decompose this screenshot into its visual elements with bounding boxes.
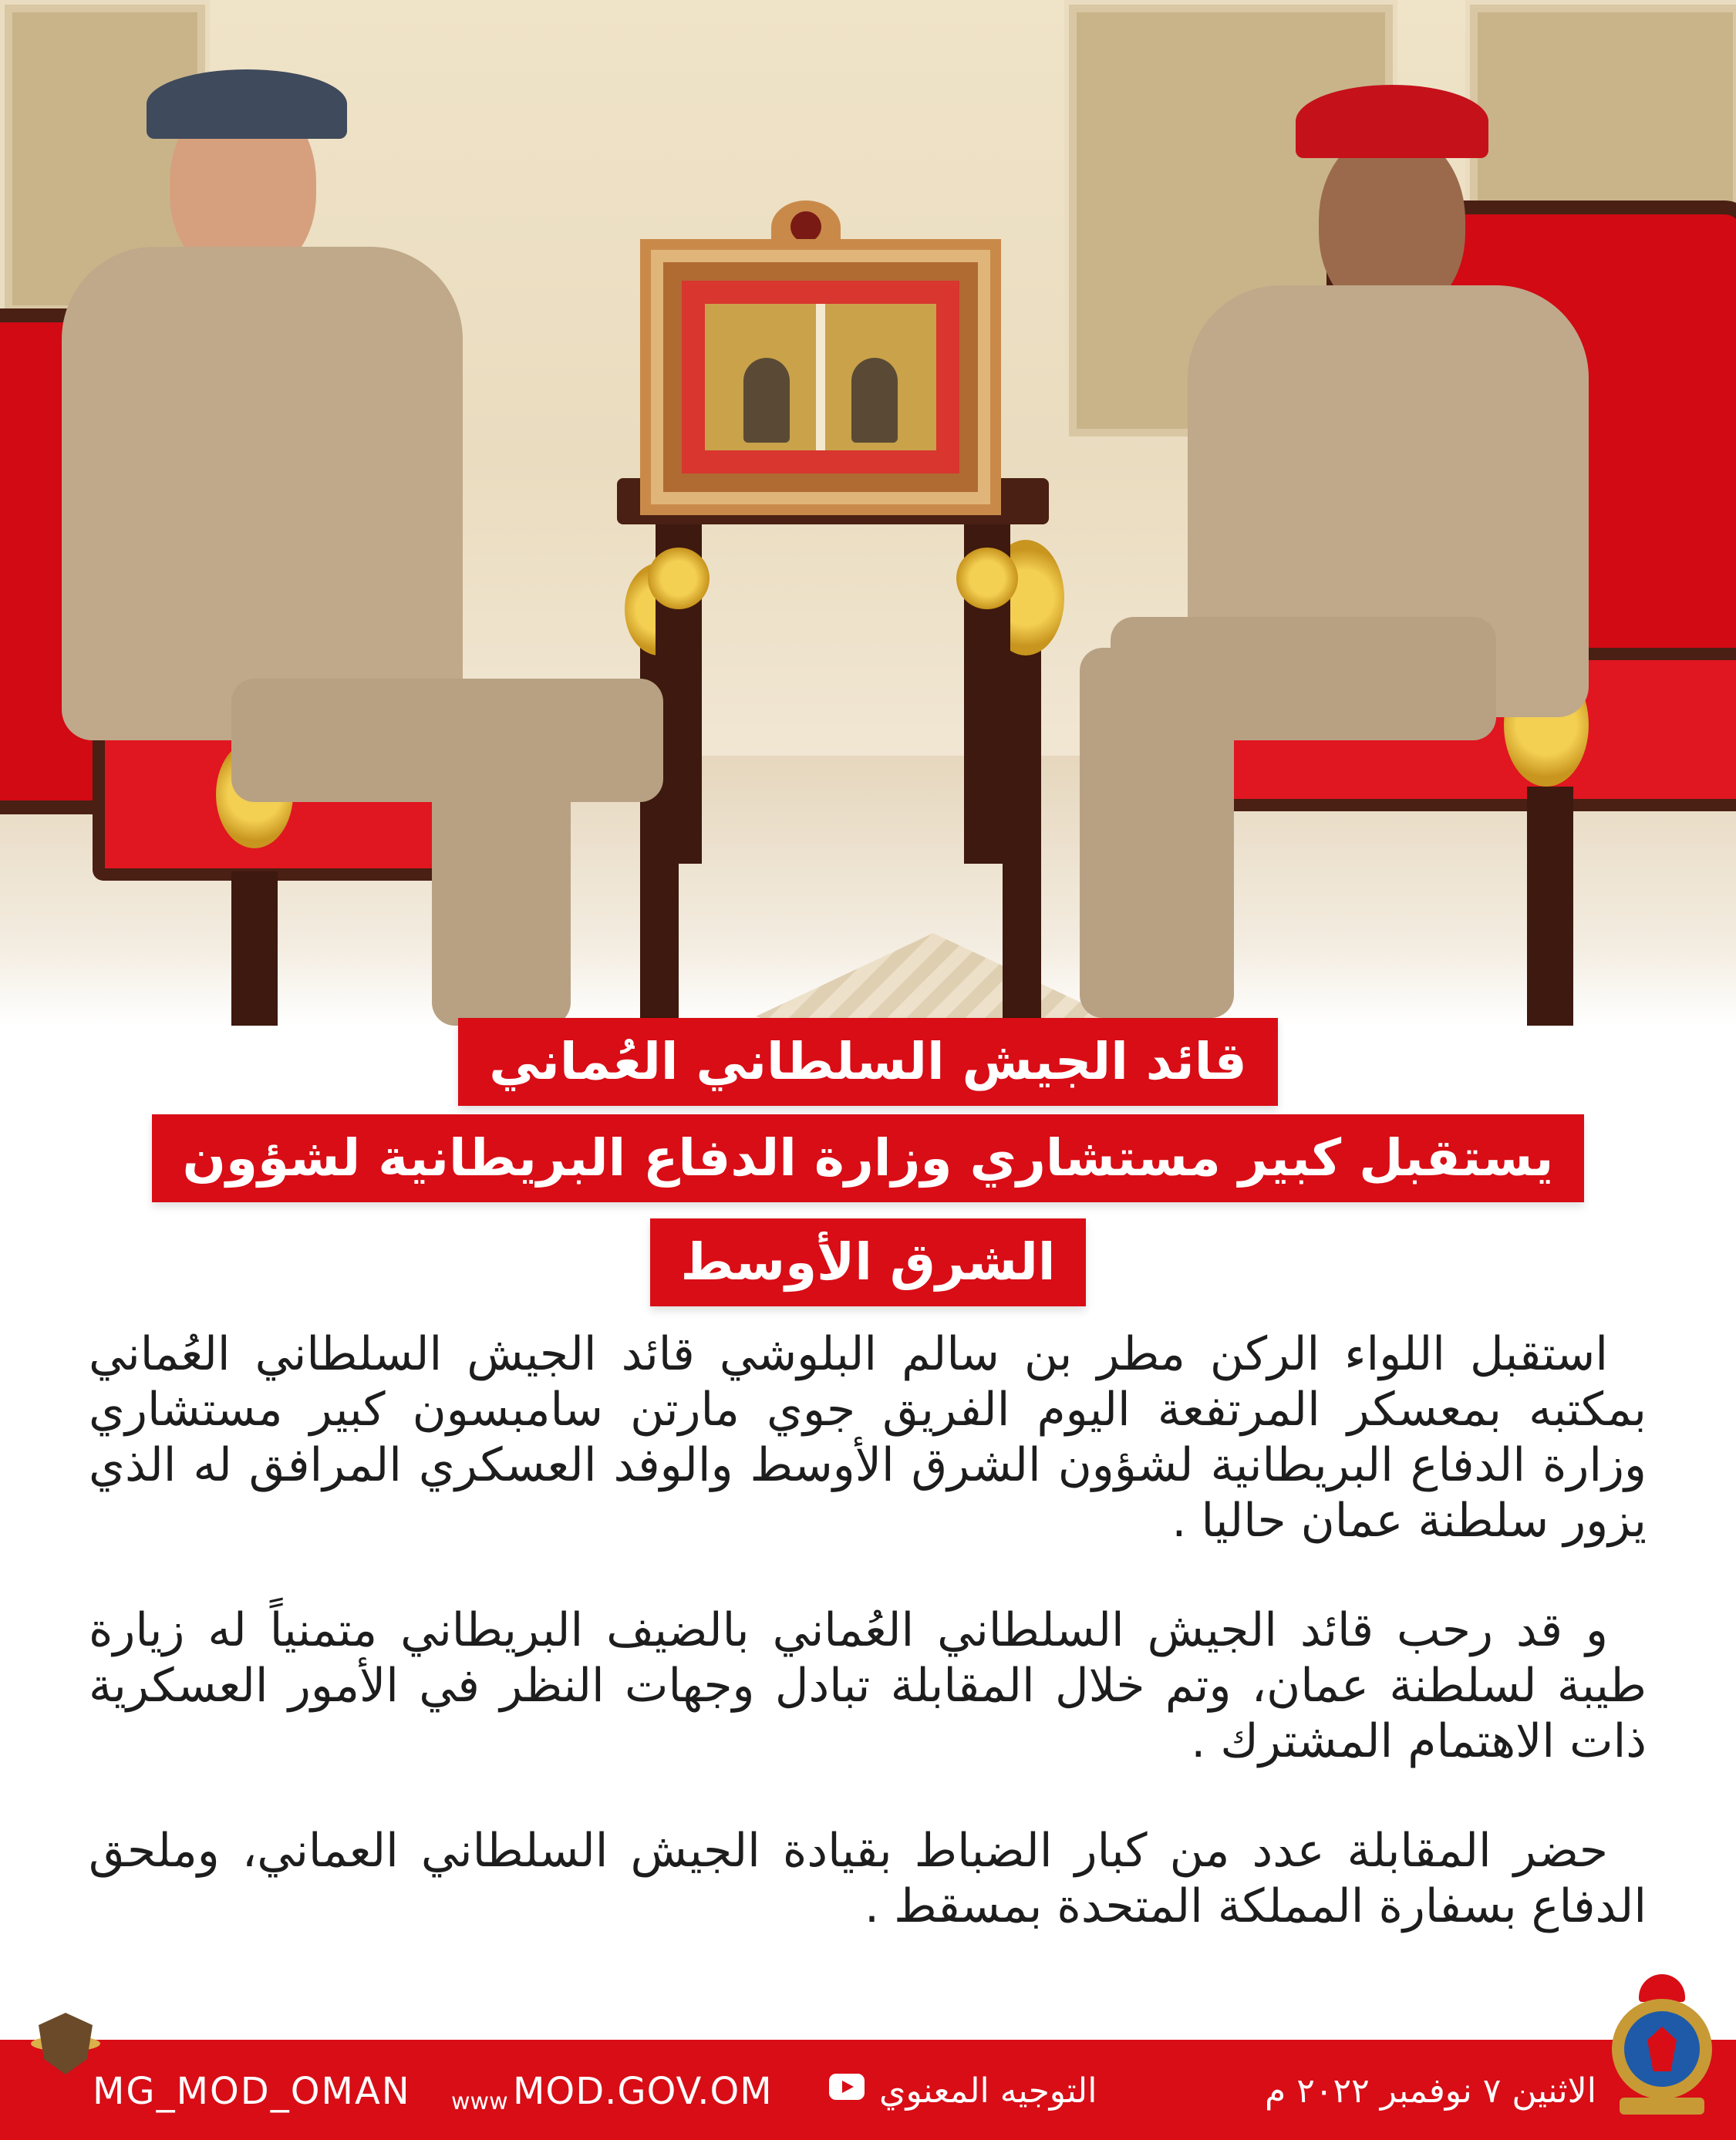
website-link[interactable]: MOD.GOV.OM (513, 2070, 773, 2113)
paragraph-3: حضر المقابلة عدد من كبار الضباط بقيادة الجيش السلطاني العماني، وملحق الدفاع بسفارة المملكة المتحدة بمسقط . (89, 1824, 1647, 1933)
youtube-icon[interactable] (829, 2074, 865, 2100)
title-line-2: يستقبل كبير مستشاري وزارة الدفاع البريطانية لشؤون (152, 1114, 1585, 1202)
forum-badge-icon (31, 2005, 100, 2090)
paragraph-2: و قد رحب قائد الجيش السلطاني العُماني بالضيف البريطاني متمنياً له زيارة طيبة لسلطنة عمان، وتم خلال المقابلة تبادل وجهات النظر في الأمور العسكرية ذات الاهتمام المشترك . (89, 1603, 1647, 1768)
header-photo (0, 0, 1736, 1026)
channel-name[interactable]: التوجيه المعنوي (879, 2071, 1097, 2111)
title-line-3-row (0, 1218, 1736, 1306)
title-line-3: الشرق الأوسط (650, 1218, 1087, 1306)
www-label: www (451, 2088, 508, 2115)
portrait-frame (640, 239, 1001, 515)
title-line-2-row (0, 1114, 1736, 1202)
social-handle[interactable]: MG_MOD_OMAN (93, 2070, 411, 2113)
article-body (89, 1326, 1647, 1988)
ministry-emblem-icon (1604, 1974, 1720, 2121)
title-line-1-row (0, 1018, 1736, 1106)
paragraph-1: استقبل اللواء الركن مطر بن سالم البلوشي قائد الجيش السلطاني العُماني بمكتبه بمعسكر المرتفعة اليوم الفريق جوي مارتن سامبسون كبير مستشاري وزارة الدفاع البريطانية لشؤون الشرق الأوسط والوفد العسكري المرافق له الذي يزور سلطنة عمان حاليا . (89, 1327, 1647, 1548)
publish-date: الاثنين ٧ نوفمبر ٢٠٢٢ م (1265, 2071, 1596, 2111)
title-line-1: قائد الجيش السلطاني العُماني (458, 1018, 1277, 1106)
footer-bar (0, 2040, 1736, 2140)
side-table (617, 478, 1049, 864)
